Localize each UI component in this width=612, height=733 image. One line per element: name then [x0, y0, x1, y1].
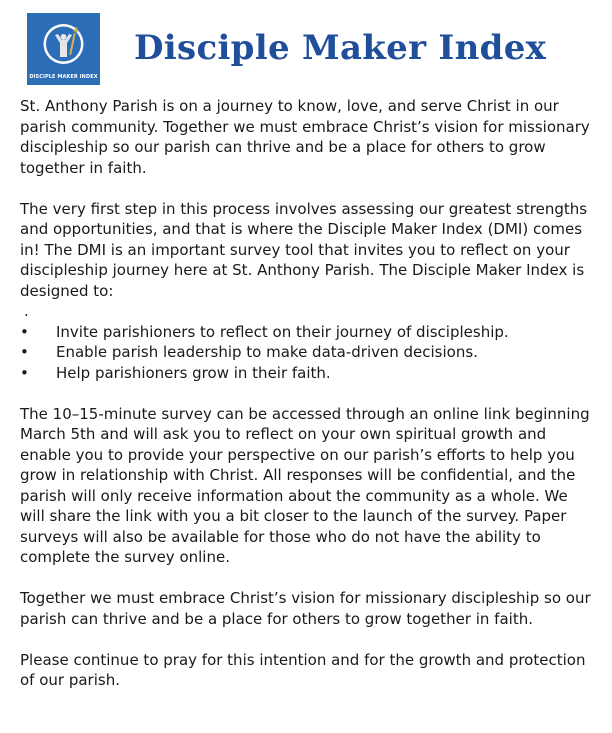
body-content	[20, 96, 596, 711]
dmi-logo	[27, 13, 100, 85]
paragraph-survey-details: The 10–15-minute survey can be accessed through an online link beginning March 5th and will ask you to reflect on your own spiritual growth and enable you to provide your perspective on our parish’s efforts to help you grow in relationship with Christ. All responses will be confidential, and the parish will only receive information about the community as a whole. We will share the link with you a bit closer to the launch of the survey. Paper surveys will also be available for those who do not have the ability to complete the survey online.	[20, 404, 590, 566]
paragraph-intro: St. Anthony Parish is on a journey to know, love, and serve Christ in our parish community. Together we must embrace Christ’s vision for missionary discipleship so our parish can thrive and be a place for others to grow together in faith.	[20, 97, 590, 177]
stray-dot: .	[24, 302, 29, 320]
list-item: • Invite parishioners to reflect on their journey of discipleship.	[20, 322, 596, 343]
purpose-list	[20, 322, 596, 384]
header	[0, 0, 612, 92]
paragraph-vision: Together we must embrace Christ’s vision for missionary discipleship so our parish can thrive and be a place for others to grow together in faith.	[20, 589, 591, 628]
list-item: • Enable parish leadership to make data-driven decisions.	[20, 342, 596, 363]
paragraph-prayer: Please continue to pray for this intention and for the growth and protection of our parish.	[20, 650, 586, 689]
page-title: Disciple Maker Index	[134, 28, 547, 68]
paragraph-first-step: The very first step in this process involves assessing our greatest strengths and opportunities, and that is where the Disciple Maker Index (DMI) comes in! The DMI is an important survey tool that invites you to reflect on your discipleship journey here at St. Anthony Parish. The Disciple Maker Index is designed to:	[20, 199, 588, 300]
list-item: • Help parishioners grow in their faith.	[20, 363, 596, 384]
logo-text: DISCIPLE MAKER INDEX	[29, 74, 98, 80]
